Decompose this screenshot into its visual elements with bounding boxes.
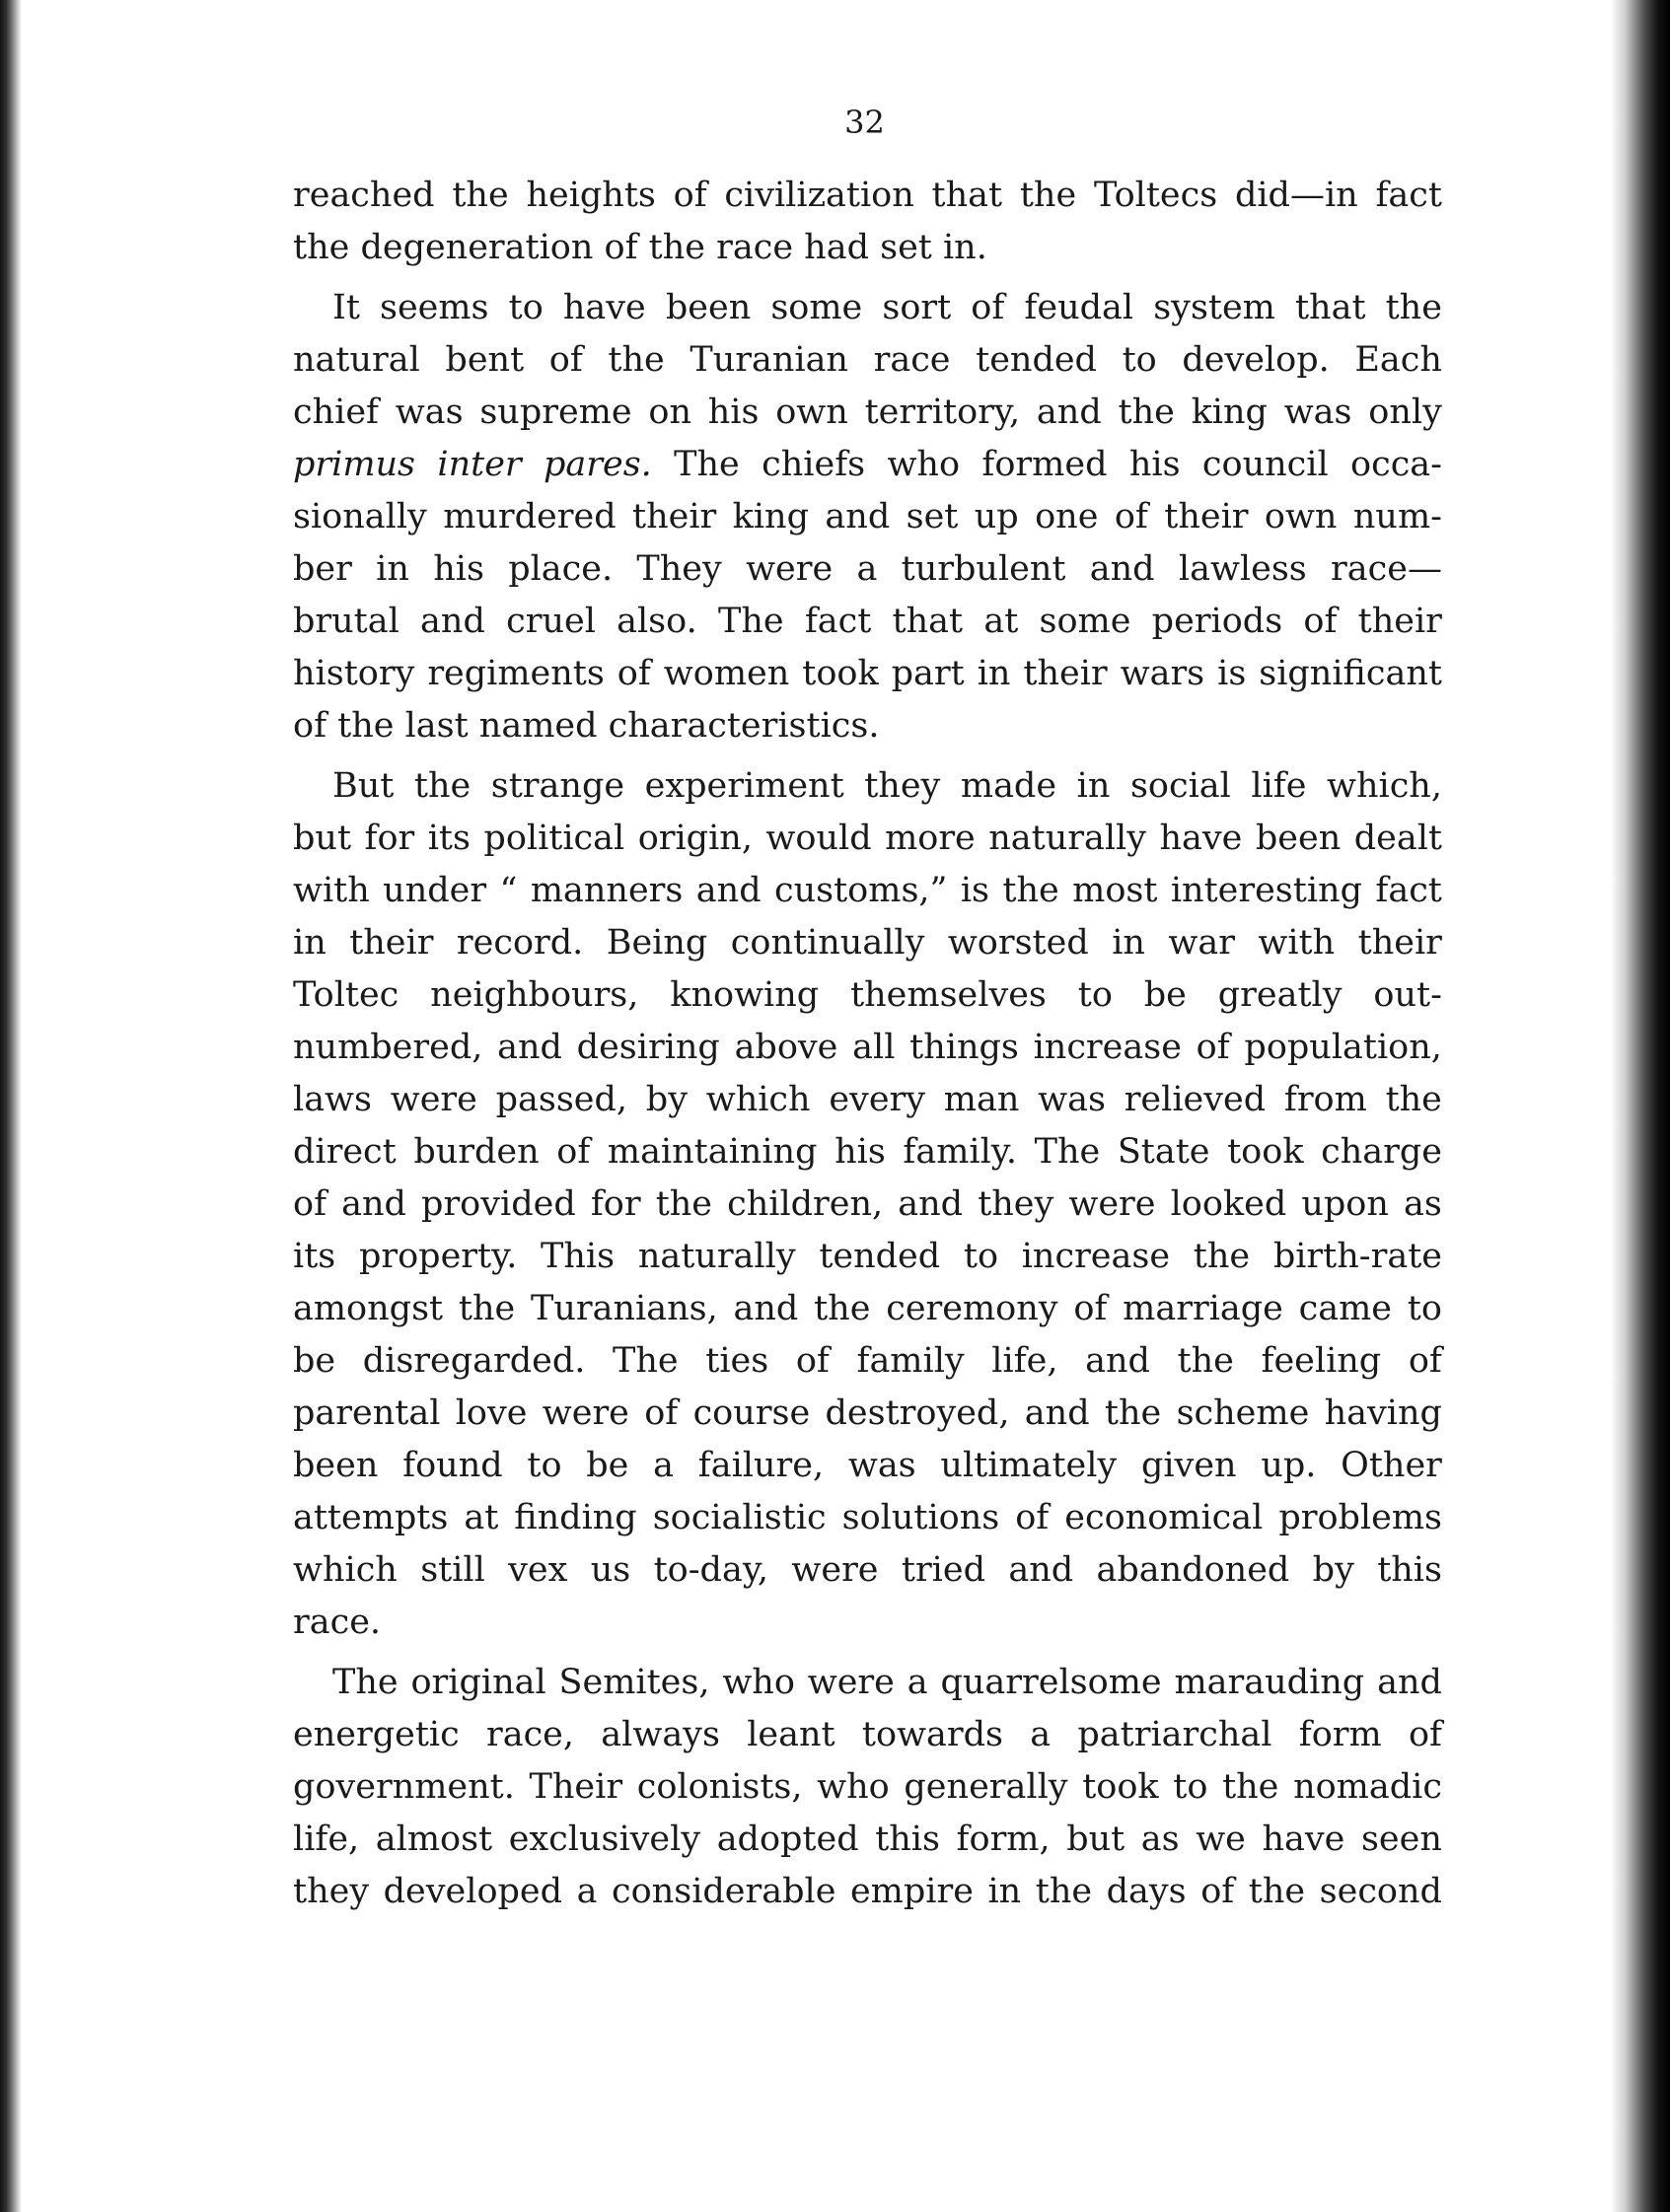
text-line: ber in his place. They were a turbulent and lawless race— — [293, 549, 1442, 589]
scan-left-edge — [0, 0, 22, 2212]
text-line: parental love were of course destroyed, and the scheme having — [293, 1393, 1442, 1433]
text-line: But the strange experiment they made in social life which, — [332, 766, 1442, 806]
text-line: attempts at finding socialistic solutions of economical problems — [293, 1498, 1442, 1537]
paragraph — [293, 1657, 1442, 1918]
text-line: chief was supreme on his own territory, and the king was only — [293, 392, 1442, 432]
text-line: its property. This naturally tended to increase the birth-rate — [293, 1237, 1442, 1276]
text-line: natural bent of the Turanian race tended to develop. Each — [293, 340, 1442, 380]
text-line: of the last named characteristics. — [293, 706, 880, 746]
text-line: sionally murdered their king and set up one of their own num- — [293, 497, 1442, 536]
text-line: be disregarded. The ties of family life, and the feeling of — [293, 1341, 1442, 1381]
text-line: race. — [293, 1603, 382, 1642]
text-line: with under “ manners and customs,” is the most interesting fact — [293, 871, 1442, 910]
text-line: but for its political origin, would more naturally have been dealt — [293, 819, 1442, 858]
paragraph — [293, 760, 1442, 1649]
text-line: direct burden of maintaining his family. The State took charge — [293, 1132, 1442, 1172]
text-line: of and provided for the children, and they were looked upon as — [293, 1184, 1442, 1224]
text-line: life, almost exclusively adopted this form, but as we have seen — [293, 1820, 1442, 1859]
page-number: 32 — [844, 104, 885, 141]
text-line: laws were passed, by which every man was relieved from the — [293, 1080, 1442, 1119]
text-line: government. Their colonists, who generally took to the nomadic — [293, 1767, 1442, 1807]
body-text — [293, 170, 1442, 1926]
paragraph — [293, 282, 1442, 752]
text-line: been found to be a failure, was ultimately given up. Other — [293, 1446, 1442, 1485]
text-line: Toltec neighbours, knowing themselves to be greatly out- — [293, 975, 1442, 1015]
text-line: brutal and cruel also. The fact that at some periods of their — [293, 602, 1442, 641]
text-line: amongst the Turanians, and the ceremony of marriage came to — [293, 1289, 1442, 1328]
text-line: The original Semites, who were a quarrelsome marauding and — [332, 1663, 1442, 1702]
text-line: history regiments of women took part in their wars is significant — [293, 654, 1442, 693]
text-line: numbered, and desiring above all things increase of population, — [293, 1028, 1442, 1067]
text-line: which still vex us to-day, were tried and abandoned by this — [293, 1550, 1442, 1590]
text-line: primus inter pares. The chiefs who formed his council occa- — [293, 445, 1442, 484]
scan-right-edge — [1611, 0, 1670, 2212]
text-line: reached the heights of civilization that the Toltecs did—in fact — [293, 176, 1442, 215]
paragraph — [293, 170, 1442, 274]
text-line: they developed a considerable empire in the days of the second — [293, 1872, 1442, 1911]
text-line: It seems to have been some sort of feudal system that the — [332, 288, 1442, 327]
text-line: in their record. Being continually worsted in war with their — [293, 923, 1442, 963]
text-line: energetic race, always leant towards a patriarchal form of — [293, 1715, 1442, 1754]
text-line: the degeneration of the race had set in. — [293, 228, 987, 267]
